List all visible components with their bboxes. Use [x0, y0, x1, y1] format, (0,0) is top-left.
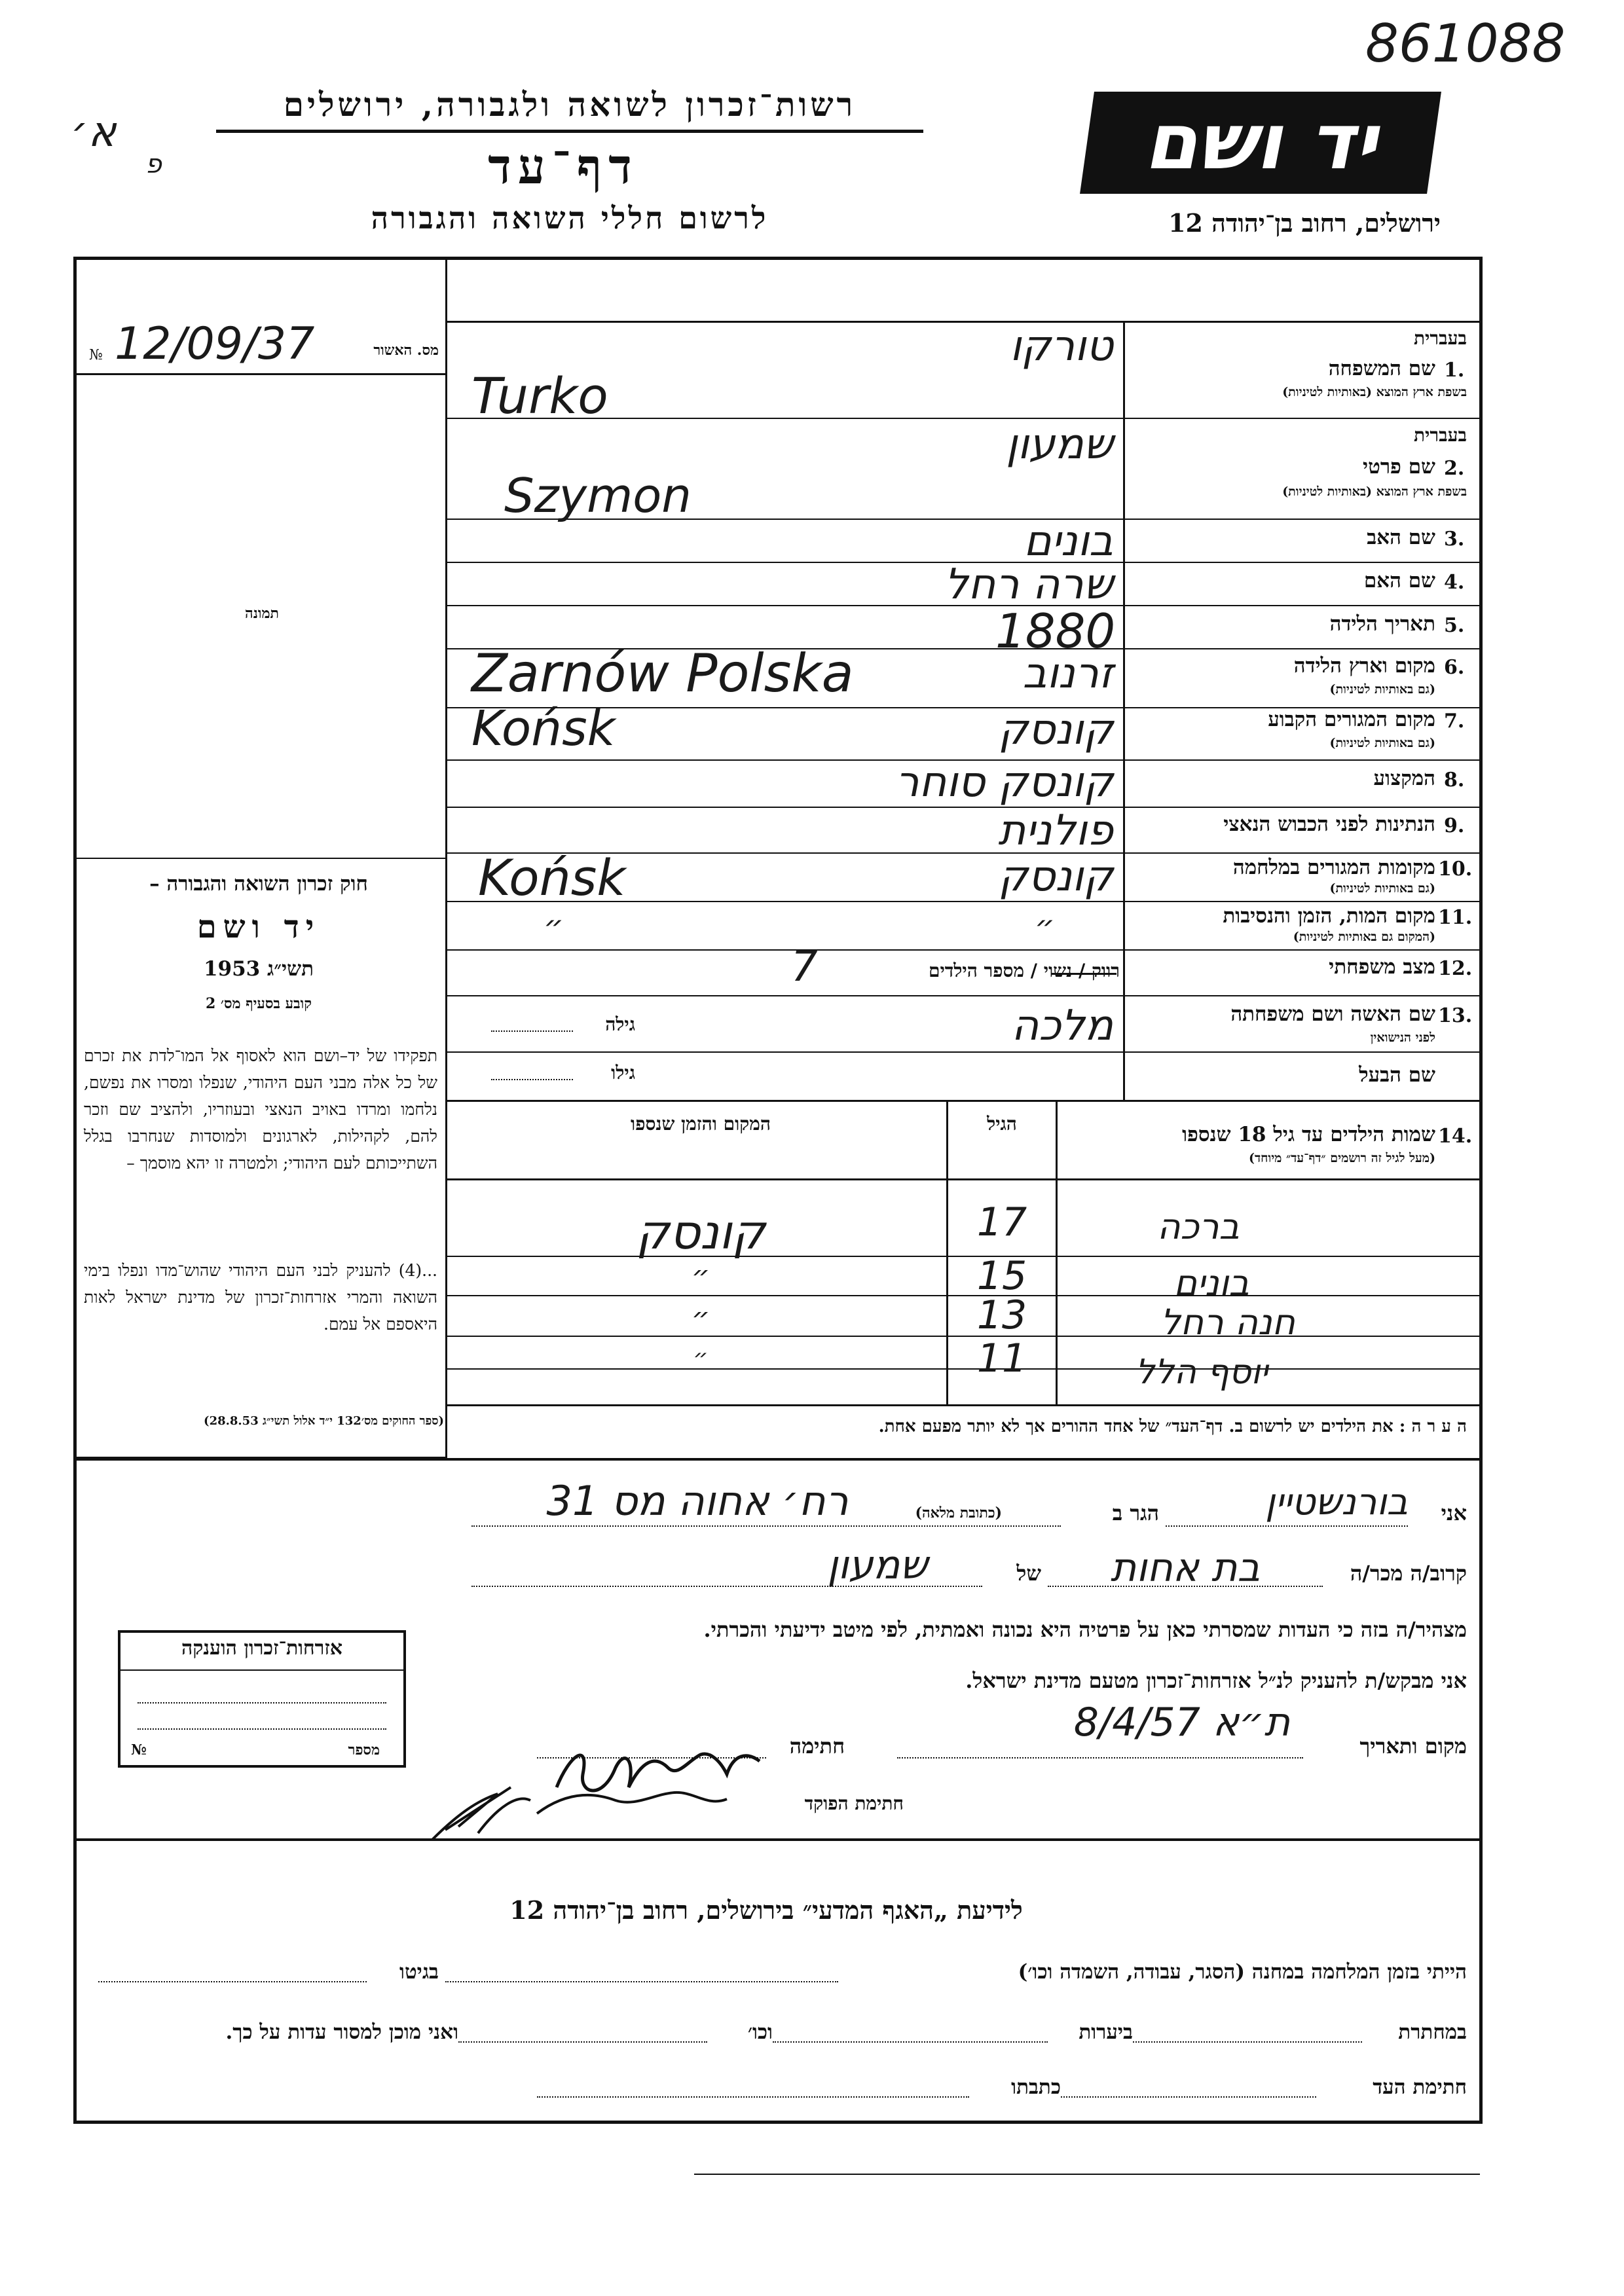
logo-text: יד ושם: [1143, 96, 1378, 187]
decl-place-date-dots: [897, 1757, 1303, 1758]
field-3-number: 3.: [1444, 528, 1465, 551]
field-3-label: שם האב: [1367, 526, 1435, 549]
label-column-divider: [1123, 321, 1125, 1100]
field-11-latin: ״: [544, 909, 564, 945]
child-age: 11: [976, 1336, 1027, 1381]
field-1-latin: Turko: [471, 367, 608, 425]
field-5-number: 5.: [1444, 614, 1465, 637]
field-7-hebrew: קונסק: [998, 706, 1113, 754]
footer-line2-dots: [773, 2041, 1048, 2043]
decl-relative-label: קרוב/ה מכר/ה: [1350, 1561, 1467, 1586]
field-7-label: מקום המגורים הקבוע: [1268, 708, 1435, 731]
decl-relative-dots: [1048, 1586, 1323, 1587]
stamp-box-line: [118, 1669, 406, 1671]
field-4-value: שרה רחל: [944, 560, 1113, 609]
field-10-hebrew: קונסק: [998, 852, 1113, 901]
children-top-line: [445, 1100, 1480, 1102]
decl-dar-b: הגר ב: [1112, 1501, 1159, 1525]
footer-line3-b: כתבתו: [1011, 2075, 1061, 2099]
child-place: ״: [691, 1302, 710, 1335]
decl-of-dots: [471, 1586, 982, 1587]
approval-value: 12/09/37: [115, 318, 315, 370]
decl-signature-label: חתימה: [789, 1734, 845, 1758]
children-bottom-line: [445, 1404, 1480, 1406]
field-12-number: 12.: [1438, 957, 1473, 980]
corner-pe: פ: [145, 149, 162, 179]
field-13-age-dots: [491, 1030, 573, 1032]
decl-request: אני מבקש/ת להעניק לנ״ל אזרחות־זכרון מטעם מדינת ישראל.: [965, 1668, 1467, 1693]
child-age: 17: [976, 1199, 1027, 1245]
field-7-latin: Końsk: [471, 701, 616, 757]
field-12-children-count: 7: [791, 943, 818, 991]
footer-line1-dots: [98, 1981, 367, 1982]
field-2-number: 2.: [1444, 457, 1465, 480]
field-6-label: מקום וארץ הלידה: [1293, 654, 1435, 678]
form-subtitle: לרשום חללי השואה והגבורה: [371, 200, 769, 236]
note-bottom-line: [73, 1458, 1483, 1461]
field-3-value: בונים: [1024, 517, 1113, 566]
field-2-label: שם פרטי: [1362, 455, 1435, 479]
children-age-col: הגיל: [987, 1113, 1017, 1135]
child-place: ״: [693, 1345, 709, 1372]
field-8-number: 8.: [1444, 769, 1465, 792]
decl-of-label: של: [1016, 1561, 1041, 1586]
law-text-2: ...(4) להעניק לבני העם היהודי שהוש־מדו ונפלו בימי השואה והמרי אזרחות־זכרון של מדינת ישראל לאות היאספם אל עמם.: [84, 1261, 437, 1334]
decl-officer-label: חתימת הפוקד: [804, 1793, 904, 1814]
field-11-label: מקום המות, הזמן והנסיבות: [1223, 904, 1435, 928]
footer-line1-a: הייתי בזמן המלחמה במחנה (הסגר, עבודה, השמדה וכו׳): [1018, 1960, 1467, 1984]
row-sep: [445, 949, 1480, 951]
field-12-strike: [1051, 973, 1116, 975]
field-11-hebrew: ״: [1035, 909, 1055, 945]
field-9-label: הנתינות לפני הכבוש הנאצי: [1223, 812, 1435, 836]
field-9-number: 9.: [1444, 814, 1465, 837]
footer-top-line: [73, 1838, 1483, 1841]
child-age: 13: [976, 1292, 1027, 1338]
decl-addr-dots: [471, 1525, 1061, 1527]
field-4-label: שם האם: [1363, 569, 1435, 592]
field-6-sub: (גם באותיות לטיניות): [1329, 682, 1435, 697]
org-name: רשות־זכרון לשואה ולגבורה, ירושלים: [283, 85, 857, 124]
field-12-label: מצב משפחתי: [1329, 955, 1435, 979]
footer-line2-c: וכו׳: [747, 2020, 773, 2044]
field-13-number: 13.: [1438, 1004, 1473, 1027]
law-year: תשי״ג 1953: [203, 957, 314, 981]
corner-mark: א׳: [71, 108, 117, 156]
law-name: יד ושם: [196, 909, 321, 945]
field-5-value: 1880: [995, 604, 1116, 659]
husband-age-label: גילו: [611, 1062, 635, 1084]
child-name: חנה רחל: [1160, 1302, 1295, 1343]
child-name: יוסף הלל: [1135, 1353, 1268, 1392]
row-sep: [445, 1051, 1480, 1053]
field-7-number: 7.: [1444, 710, 1465, 733]
child-place: ״: [691, 1260, 710, 1293]
witness-signature: [419, 1715, 786, 1846]
field-12-options: רווק / נשוי / מספר הילדים: [928, 960, 1120, 981]
field-5-label: תאריך הלידה: [1329, 612, 1435, 636]
field-10-number: 10.: [1438, 858, 1473, 881]
form-title: דף־עד: [488, 139, 638, 195]
field-7-sub: (גם באותיות לטיניות): [1329, 736, 1435, 750]
footer-line3-dots: [1061, 2096, 1316, 2098]
children-header: שמות הילדים עד גיל 18 שנספו: [1182, 1123, 1435, 1146]
child-place: קונסק: [636, 1205, 766, 1260]
footer-line2-a: במחתרת: [1398, 2020, 1467, 2044]
footer-line3-a: חתימת העד: [1373, 2075, 1467, 2099]
children-number: 14.: [1438, 1125, 1473, 1148]
field-2-hebrew: שמעון: [1006, 420, 1113, 469]
hebrew-tag: בעברית: [1413, 424, 1467, 446]
footer-line2-d: ואני מוכן למסור עדות על כך.: [225, 2020, 458, 2044]
decl-addr-note: (כתובת מלאה): [915, 1504, 1002, 1522]
field-6-hebrew: זרנוב: [1022, 649, 1113, 698]
law-clause: קובע בסעיף מס׳ 2: [205, 995, 312, 1012]
hebrew-tag: בעברית: [1413, 327, 1467, 349]
field-8-label: המקצוע: [1373, 767, 1435, 790]
footer-title: לידיעת „האגף המדעי״ בירושלים, רחוב בן־יהודה 12: [509, 1895, 1023, 1925]
address: ירושלים, רחוב בן־יהודה 12: [1168, 208, 1441, 238]
org-underline: [216, 130, 923, 133]
decl-ani-value: בורנשטיין: [1265, 1481, 1408, 1523]
field-10-sub: (גם באותיות לטיניות): [1329, 881, 1435, 896]
field-13-age-label: גילה: [605, 1013, 635, 1035]
photo-bottom-line: [73, 858, 445, 859]
file-number: 861088: [1365, 13, 1566, 74]
children-age-right: [1056, 1100, 1058, 1404]
stamp-box-title: אזרחות־זכרון הוענקה: [181, 1637, 343, 1660]
field-10-label: מקומות המגורים במלחמה: [1232, 856, 1435, 879]
husband-age-dots: [491, 1079, 573, 1080]
child-age: 15: [976, 1253, 1027, 1299]
stamp-box-dots: [138, 1702, 386, 1704]
children-header-sub: (מעל לגיל זה רושמים ״דף־עד״ מיוחד): [1248, 1151, 1435, 1165]
decl-place-date-label: מקום ותאריך: [1359, 1734, 1467, 1758]
field-9-value: פולנית: [998, 807, 1113, 855]
left-column-divider: [445, 257, 447, 1458]
decl-statement: מצהיר/ה בזה כי העדות שמסרתי כאן על פרטיה היא נכונה ואמתית, לפי מיטב ידיעתי והכרתי.: [703, 1617, 1467, 1642]
field-1-sub: בשפת ארץ המוצא (באותיות לטיניות): [1282, 385, 1467, 399]
footer-line3-dots: [537, 2096, 969, 2098]
children-age-left: [946, 1100, 948, 1404]
photo-label: תמונה: [245, 605, 279, 622]
footer-line1-dots: [445, 1981, 838, 1982]
decl-ani-dots: [1166, 1525, 1408, 1527]
footer-line1-b: בגיטו: [399, 1960, 439, 1984]
field-1-hebrew: טורקו: [1010, 322, 1113, 371]
stamp-box-number-sign: №: [131, 1741, 147, 1758]
approval-no-sign: №: [89, 347, 103, 363]
note: ה ע ר ה : את הילדים יש לרשום ב. דף־העד״ של אחד ההורים אך לא יותר מפעם אחת.: [878, 1417, 1467, 1436]
field-1-number: 1.: [1444, 359, 1465, 382]
law-title: חוק זכרון השואה והגבורה –: [149, 872, 368, 896]
field-4-number: 4.: [1444, 571, 1465, 594]
field-13-label: שם האשה ושם משפחתה: [1230, 1002, 1435, 1026]
field-2-latin: Szymon: [504, 468, 692, 523]
decl-place-date-value: ת״א 8/4/57: [1073, 1700, 1291, 1745]
bottom-rule: [694, 2174, 1480, 2175]
field-10-latin: Końsk: [478, 848, 626, 907]
children-header-line: [445, 1178, 1480, 1180]
child-name: בונים: [1173, 1262, 1249, 1303]
row-sep: [445, 995, 1480, 996]
footer-line2-dots: [1133, 2041, 1362, 2043]
field-11-sub: (המקום גם באותיות לטיניות): [1293, 930, 1435, 944]
decl-ani: אני: [1441, 1501, 1467, 1525]
decl-relative-value: בת אחות: [1110, 1545, 1261, 1591]
approval-label: מס. האשור: [373, 342, 439, 359]
child-name: ברכה: [1157, 1206, 1240, 1247]
field-6-number: 6.: [1444, 656, 1465, 679]
stamp-box-number-label: מספר: [348, 1741, 380, 1758]
field-8-value: קונסק סוחר: [895, 758, 1113, 807]
decl-addr-value: רח׳ אחוה מס 31: [546, 1477, 849, 1525]
law-text-1: תפקידו של יד–ושם הוא לאסוף אל המו־לדת את זכרם של כל אלה מבני העם היהודי, שנפלו ומסרו את נפשם, נלחמו ומרדו באויב הנאצי ובעוזריו, ולהציב שם וזכר להם, לקהילות, לארגונים ולמוסדות שנחרבו בגלל השתייכותם לעם היהודי; ולמטרה זו יהא מוסמך –: [84, 1046, 437, 1173]
field-13-value: מלכה: [1011, 1002, 1113, 1050]
approval-line: [73, 373, 445, 375]
footer-line2-dots: [458, 2041, 707, 2043]
field-2-sub: בשפת ארץ המוצא (באותיות לטיניות): [1282, 484, 1467, 499]
children-place-col: המקום והזמן שנספו: [631, 1113, 771, 1135]
field-13-sub: לפני הנישואין: [1370, 1030, 1435, 1045]
husband-label: שם הבעל: [1359, 1063, 1435, 1087]
footer-line2-b: ביערות: [1079, 2020, 1133, 2044]
field-1-label: שם המשפחה: [1328, 357, 1435, 380]
stamp-box-dots: [138, 1728, 386, 1730]
field-6-latin: Zarnów Polska: [471, 643, 854, 704]
field-11-number: 11.: [1438, 906, 1473, 929]
decl-of-value: שמעון: [827, 1542, 928, 1588]
law-ref: (ספר החוקים מס׳132 י״ד אלול תשי״ג 28.8.53): [204, 1414, 444, 1428]
